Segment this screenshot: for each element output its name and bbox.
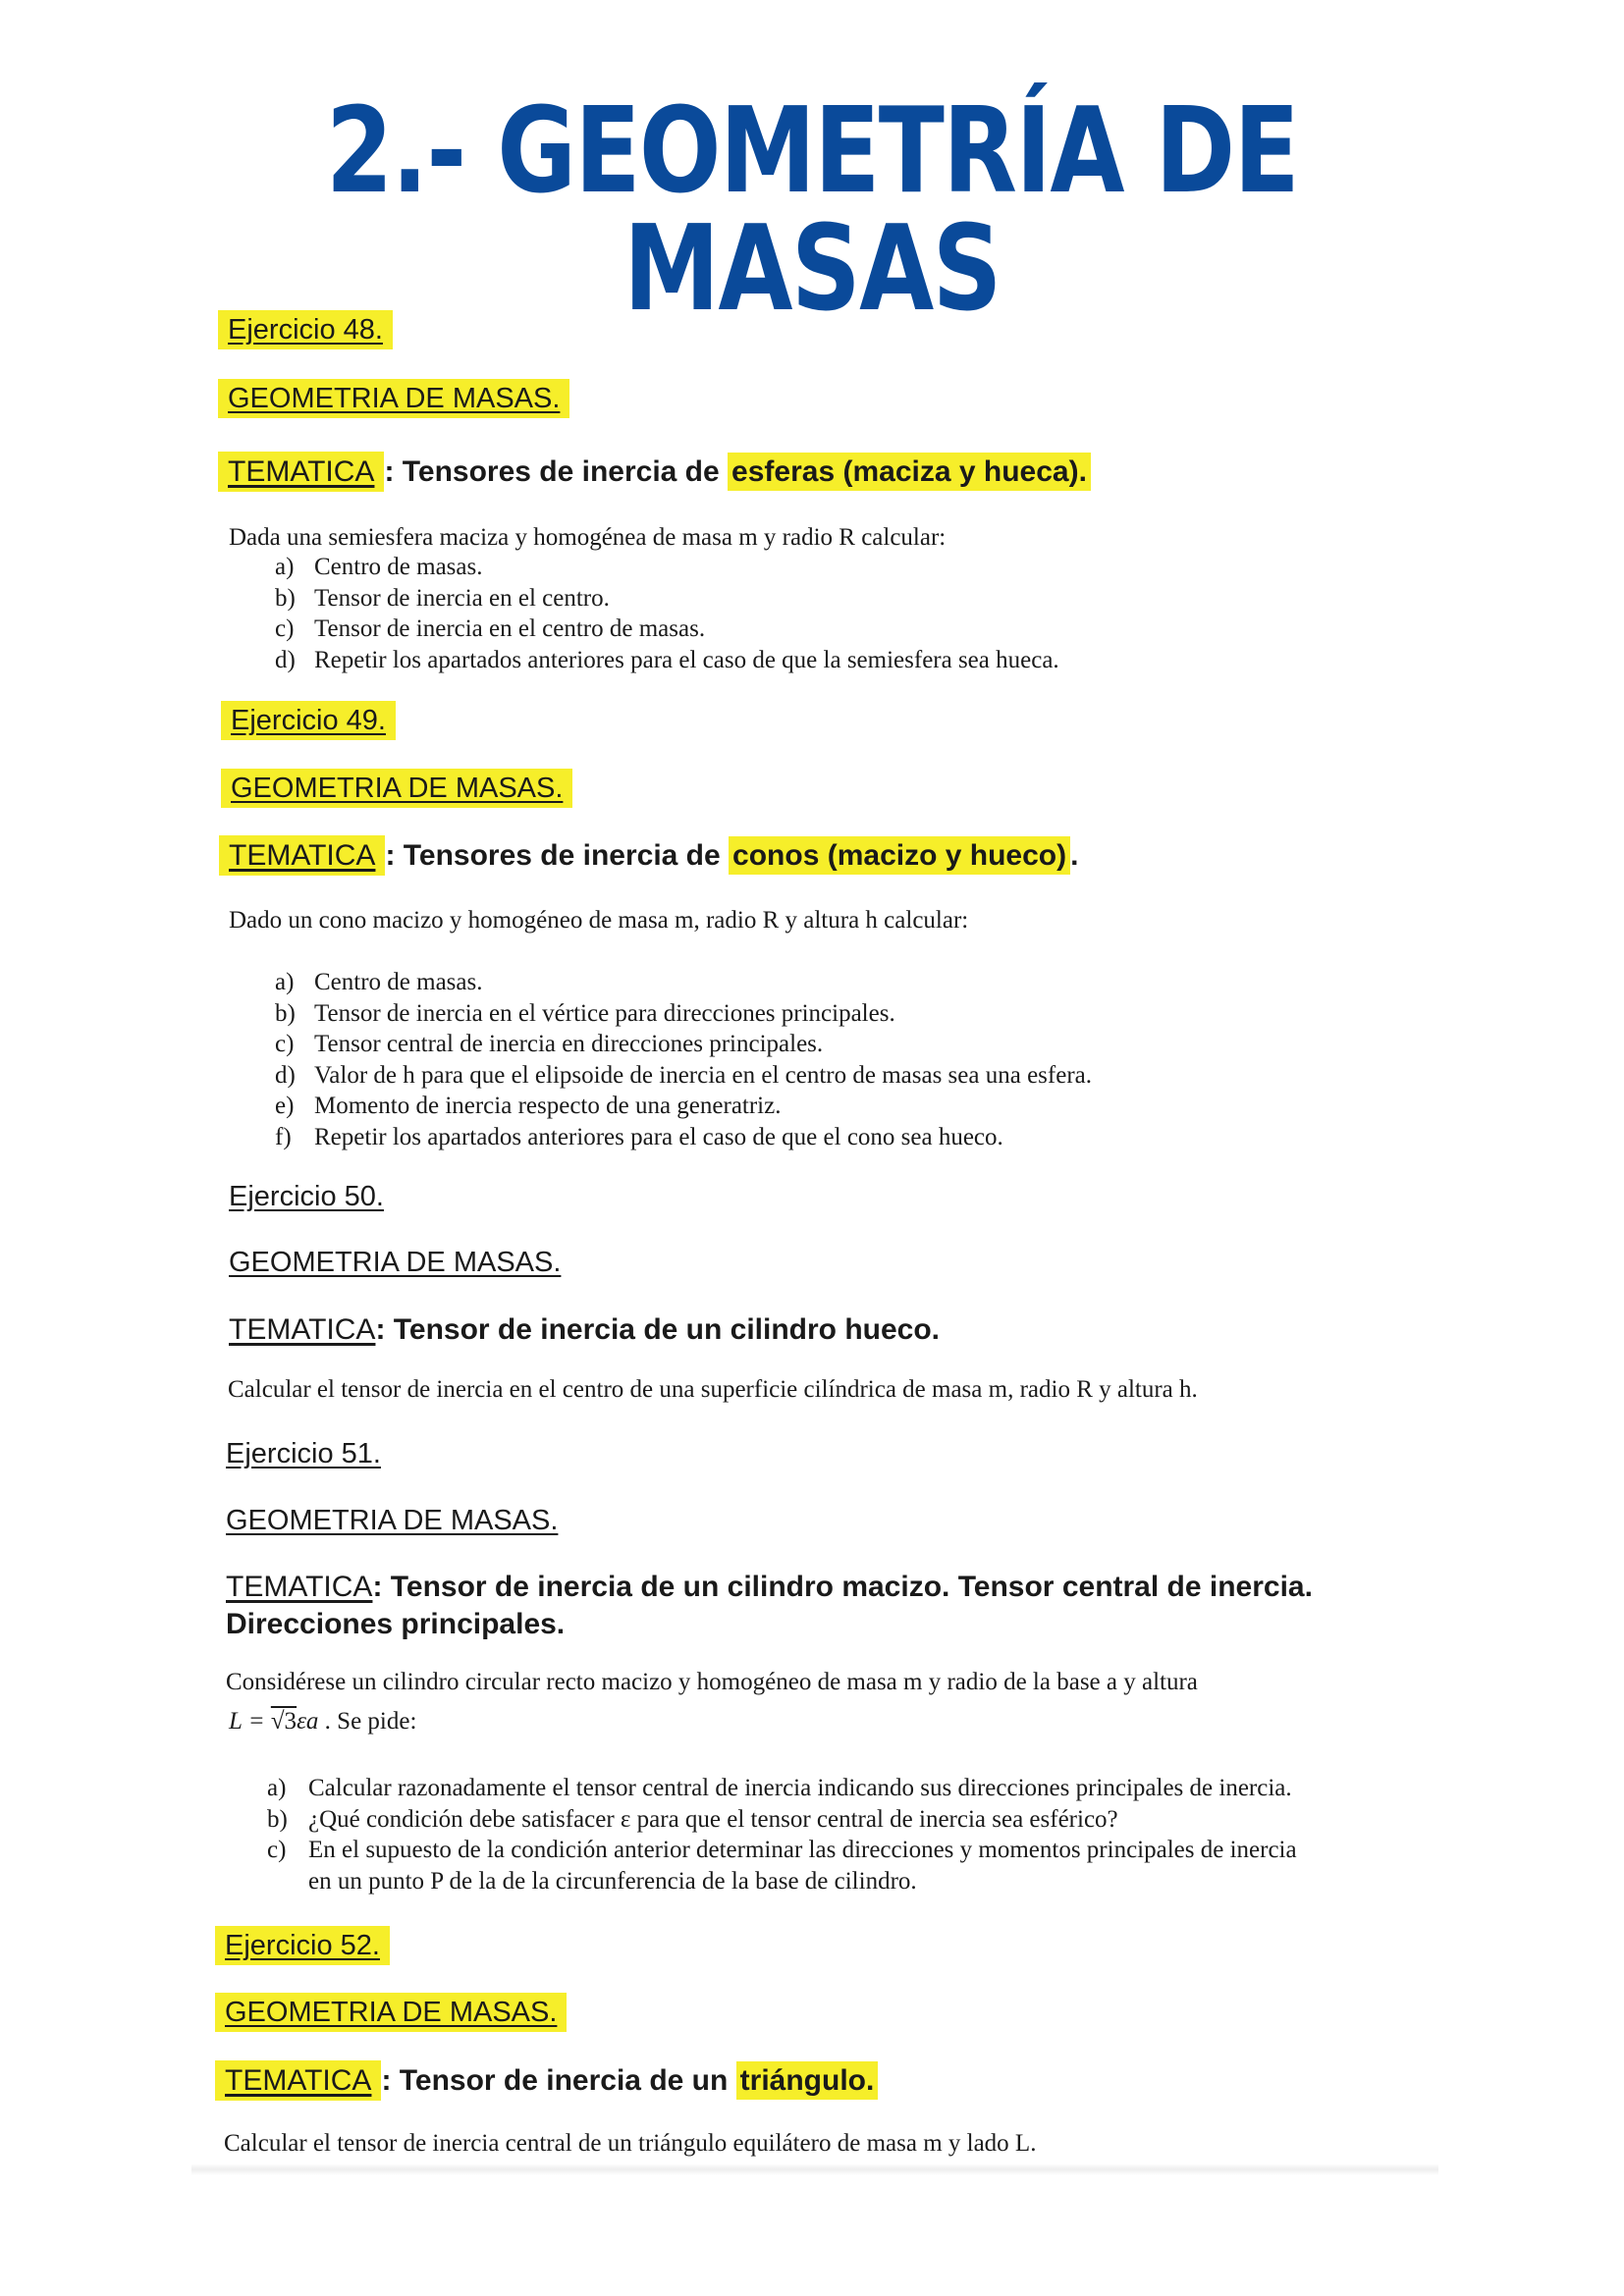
list-item: b) Tensor de inercia en el vértice para direcciones principales.: [275, 999, 895, 1027]
exercise-49-category: GEOMETRIA DE MASAS.: [231, 773, 572, 805]
exercise-48-tematica: TEMATICA : Tensores de inercia de esferas (maciza y hueca).: [228, 454, 1091, 491]
page-title: 2.- GEOMETRÍA DE MASAS: [325, 83, 1299, 338]
exercise-51-category: GEOMETRIA DE MASAS.: [226, 1505, 559, 1536]
exercise-51-list: [267, 1773, 1297, 1896]
exercise-52-statement: Calcular el tensor de inercia central de un triángulo equilátero de masa m y lado L.: [224, 2130, 1037, 2157]
exercise-52-tematica: TEMATICA : Tensor de inercia de un triángulo.: [225, 2062, 878, 2100]
exercise-52-label: Ejercicio 52.: [225, 1930, 390, 1962]
exercise-49-statement: Dado un cono macizo y homogéneo de masa m, radio R y altura h calcular:: [229, 907, 969, 934]
exercise-50-category: GEOMETRIA DE MASAS.: [229, 1247, 562, 1278]
exercise-48-statement: Dada una semiesfera maciza y homogénea de masa m y radio R calcular:: [229, 524, 947, 551]
list-item: f) Repetir los apartados anteriores para el caso de que el cono sea hueco.: [275, 1123, 1003, 1150]
exercise-51-statement: Considérese un cilindro circular recto macizo y homogéneo de masa m y radio de la base a y altura: [226, 1669, 1198, 1695]
list-item: a) Centro de masas.: [275, 554, 483, 580]
exercise-52-category: GEOMETRIA DE MASAS.: [225, 1997, 567, 2029]
exercise-48-label: Ejercicio 48.: [228, 314, 393, 347]
exercise-50-tematica: TEMATICA: Tensor de inercia de un cilindro hueco.: [229, 1313, 940, 1346]
scan-edge: [191, 2163, 1438, 2175]
list-item: c) Tensor de inercia en el centro de masas.: [275, 615, 706, 642]
list-item: a) Centro de masas.: [275, 969, 483, 995]
exercise-51-formula: L = √3εa . Se pide:: [229, 1708, 417, 1735]
exercise-51-label: Ejercicio 51.: [226, 1438, 381, 1469]
exercise-50-statement: Calcular el tensor de inercia en el centro de una superficie cilíndrica de masa m, radio R y altura h.: [228, 1376, 1198, 1403]
list-item: d) Repetir los apartados anteriores para el caso de que la semiesfera sea hueca.: [275, 646, 1059, 673]
list-item: b) Tensor de inercia en el centro.: [275, 584, 610, 612]
exercise-49-tematica: TEMATICA : Tensores de inercia de conos (macizo y hueco) .: [229, 837, 1078, 875]
list-item: e) Momento de inercia respecto de una generatriz.: [275, 1093, 782, 1119]
exercise-49-list: [275, 967, 1092, 1152]
exercise-49-label: Ejercicio 49.: [231, 705, 396, 737]
list-item: d) Valor de h para que el elipsoide de inercia en el centro de masas sea una esfera.: [275, 1061, 1092, 1089]
list-item: c) En el supuesto de la condición anterior determinar las direcciones y momentos principales de inercia: [267, 1837, 1297, 1863]
list-item: c) Tensor central de inercia en direcciones principales.: [275, 1031, 824, 1057]
list-item: b) ¿Qué condición debe satisfacer ε para que el tensor central de inercia sea esférico?: [267, 1805, 1118, 1833]
exercise-50-label: Ejercicio 50.: [229, 1181, 384, 1212]
exercise-48-list: [275, 552, 1059, 675]
list-item: a) Calcular razonadamente el tensor central de inercia indicando sus direcciones principales de inercia.: [267, 1775, 1292, 1801]
exercise-48-category: GEOMETRIA DE MASAS.: [228, 383, 569, 415]
exercise-51-tematica: TEMATICA: Tensor de inercia de un cilindro macizo. Tensor central de inercia. Direcciones principales.: [226, 1571, 1313, 1640]
list-item: en un punto P de la de la circunferencia de la base de cilindro.: [308, 1867, 917, 1895]
